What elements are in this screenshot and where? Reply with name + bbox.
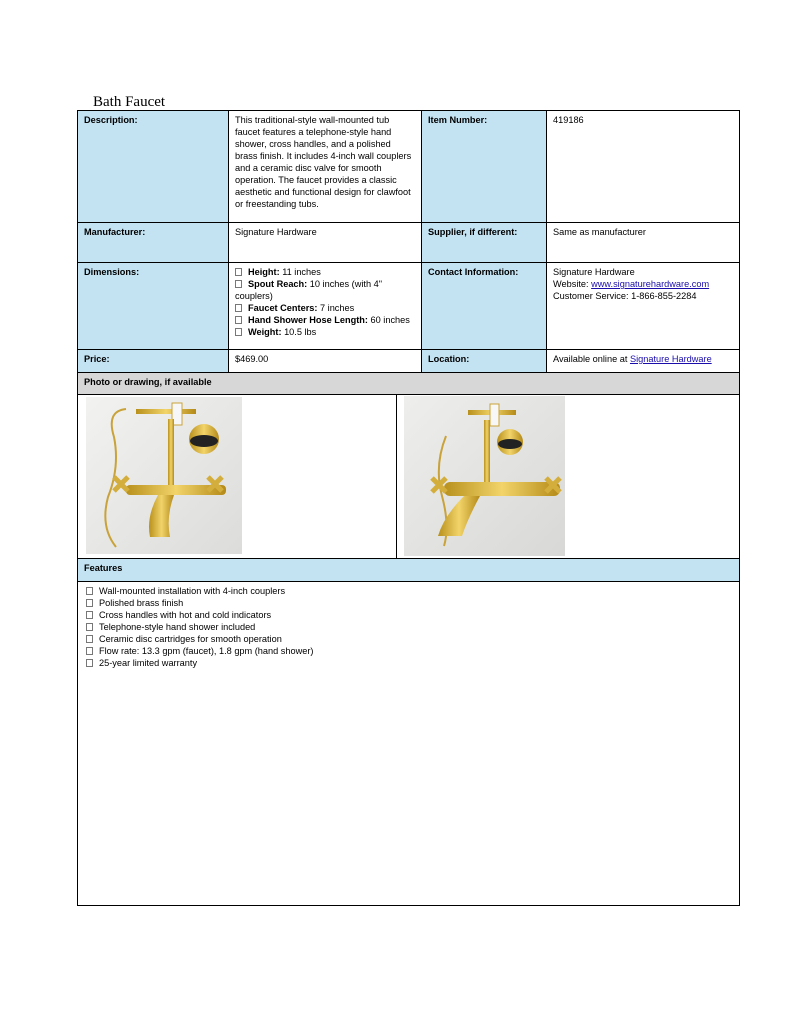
photo-area: [78, 395, 739, 559]
contact-name: Signature Hardware: [553, 267, 635, 277]
bullet-box-icon: [86, 647, 93, 655]
photo-divider: [396, 395, 397, 558]
dimension-item: Hand Shower Hose Length: 60 inches: [235, 314, 415, 326]
contact-info: [547, 263, 739, 349]
dimension-item: Faucet Centers: 7 inches: [235, 302, 415, 314]
feature-item: Wall-mounted installation with 4-inch couplers: [86, 585, 313, 597]
bullet-box-icon: [86, 587, 93, 595]
manufacturer-label: Manufacturer:: [78, 223, 229, 262]
feature-item: Telephone-style hand shower included: [86, 621, 313, 633]
price-value: $469.00: [229, 350, 422, 372]
supplier-value: Same as manufacturer: [553, 227, 646, 237]
bullet-box-icon: [86, 623, 93, 631]
bullet-box-icon: [86, 611, 93, 619]
contact-website: Website: www.signaturehardware.com: [553, 279, 710, 289]
price-label: Price:: [78, 350, 229, 372]
dimension-item: Spout Reach: 10 inches (with 4" couplers): [235, 279, 382, 301]
faucet-photo-2: [404, 396, 565, 556]
feature-item: Ceramic disc cartridges for smooth operation: [86, 633, 313, 645]
description-row: [78, 111, 739, 223]
manufacturer-row: [78, 223, 739, 263]
features-list: [86, 585, 313, 669]
bullet-box-icon: [235, 268, 242, 276]
location-label: Location:: [422, 350, 547, 372]
contact-service: Customer Service: 1-866-855-2284: [553, 291, 697, 301]
bullet-box-icon: [235, 328, 242, 336]
feature-item: Cross handles with hot and cold indicators: [86, 609, 313, 621]
location-link[interactable]: Signature Hardware: [629, 354, 712, 364]
bullet-box-icon: [86, 635, 93, 643]
dimension-item: Height: 11 inches: [235, 266, 415, 278]
description-value: This traditional-style wall-mounted tub faucet features a telephone-style hand shower, cross handles, and a polished brass finish. It includes 4-inch wall couplers and a ceramic disc valve for smooth operation. The faucet provides a classic aesthetic and functional design for clawfoot or freestanding tubs.: [229, 111, 422, 222]
bullet-box-icon: [235, 316, 242, 324]
feature-item: Polished brass finish: [86, 597, 313, 609]
location-value: Available online at Signature Hardware: [553, 354, 712, 364]
bullet-box-icon: [86, 599, 93, 607]
website-link[interactable]: www.signaturehardware.com: [591, 279, 710, 289]
manufacturer-value: Signature Hardware: [229, 223, 422, 262]
faucet-photo-1: [86, 397, 242, 554]
dimension-item: Weight: 10.5 lbs: [235, 326, 415, 338]
features-section-header: Features: [78, 559, 739, 582]
bullet-box-icon: [235, 304, 242, 312]
bullet-box-icon: [86, 659, 93, 667]
bullet-box-icon: [235, 280, 242, 288]
description-label: Description:: [78, 111, 229, 222]
supplier-label: Supplier, if different:: [422, 223, 547, 262]
feature-item: Flow rate: 13.3 gpm (faucet), 1.8 gpm (hand shower): [86, 645, 313, 657]
item-number-value: 419186: [553, 115, 584, 125]
dimensions-list: [229, 263, 422, 349]
page-title: Bath Faucet: [93, 94, 166, 110]
dimensions-label: Dimensions:: [78, 263, 229, 349]
spec-sheet-table: [77, 110, 740, 906]
item-number-label: Item Number:: [422, 111, 547, 222]
dimensions-row: [78, 263, 739, 350]
feature-item: 25-year limited warranty: [86, 657, 313, 669]
price-row: [78, 350, 739, 373]
contact-label: Contact Information:: [422, 263, 547, 349]
photo-section-header: Photo or drawing, if available: [78, 373, 739, 395]
